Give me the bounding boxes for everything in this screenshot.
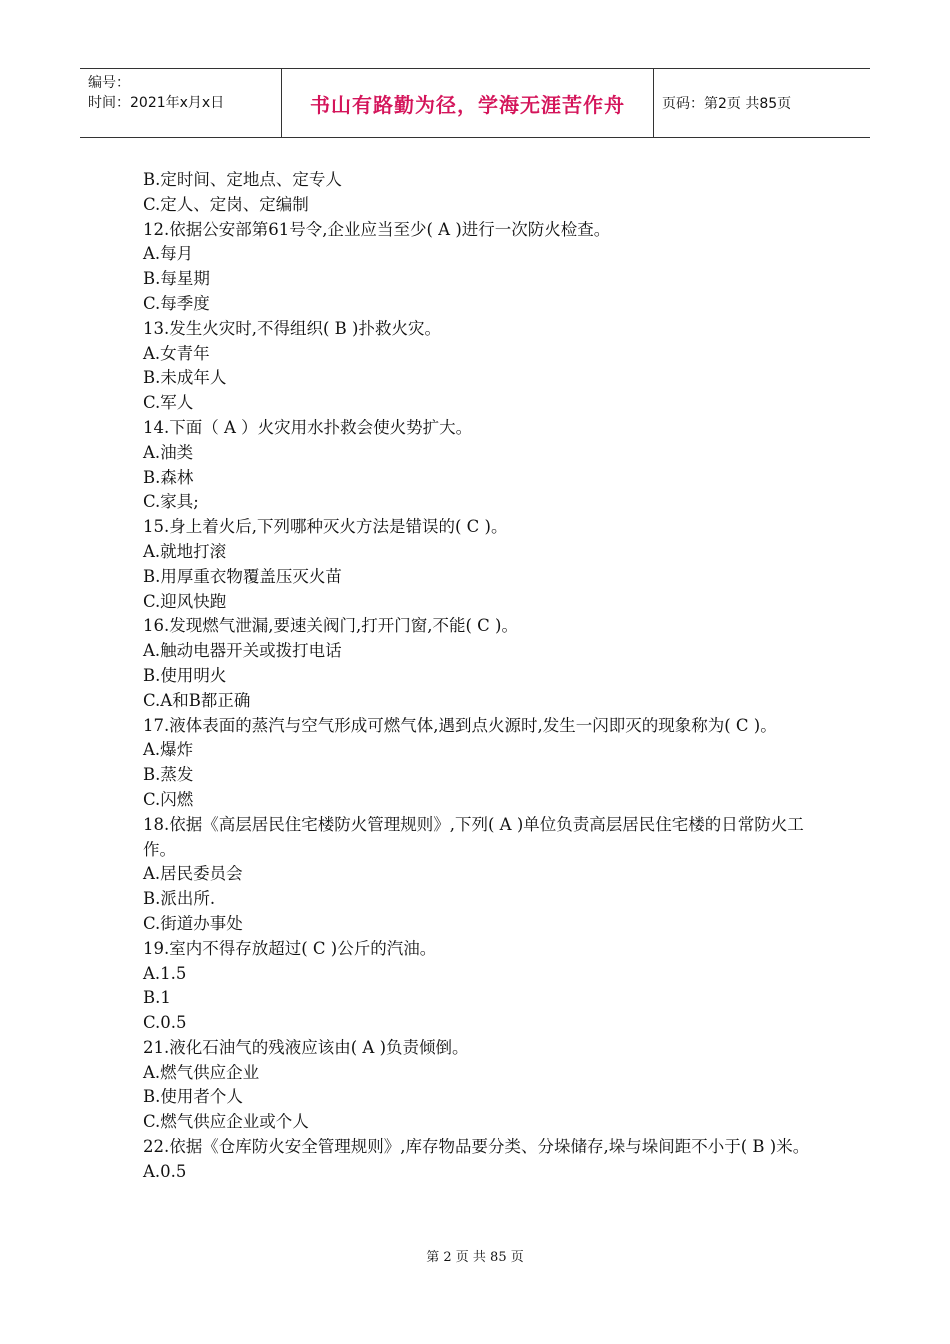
option-line: A.触动电器开关或拨打电话 xyxy=(143,641,342,661)
option-line: B.派出所. xyxy=(143,889,216,909)
option-line: B.使用明火 xyxy=(143,665,227,685)
option-line: A.居民委员会 xyxy=(143,864,243,884)
option-line: B.蒸发 xyxy=(143,765,194,785)
question-line: 19.室内不得存放超过( C )公斤的汽油。 xyxy=(143,938,437,958)
question-line: 12.依据公安部第61号令,企业应当至少( A )进行一次防火检查。 xyxy=(143,219,611,239)
option-line: A.油类 xyxy=(143,442,194,462)
option-line: B.1 xyxy=(143,988,171,1008)
option-line: C.家具; xyxy=(143,492,199,512)
option-line: B.用厚重衣物覆盖压灭火苗 xyxy=(143,566,342,586)
option-line: C.迎风快跑 xyxy=(143,591,227,611)
header-slogan: 书山有路勤为径，学海无涯苦作舟 xyxy=(310,92,625,117)
option-line: B.每星期 xyxy=(143,269,210,289)
option-line: B.未成年人 xyxy=(143,368,227,388)
page-header xyxy=(80,68,870,138)
header-meta xyxy=(80,69,281,137)
text-line: B.定时间、定地点、定专人 xyxy=(143,170,342,189)
option-line: A.0.5 xyxy=(143,1161,187,1181)
document-body xyxy=(143,168,823,1185)
option-line: A.就地打滚 xyxy=(143,541,227,561)
header-page-cell xyxy=(654,69,870,137)
option-line: C.燃气供应企业或个人 xyxy=(143,1112,309,1132)
option-line: B.森林 xyxy=(143,467,194,487)
option-line: A.每月 xyxy=(143,244,194,264)
question-line: 16.发现燃气泄漏,要速关阀门,打开门窗,不能( C )。 xyxy=(143,616,518,636)
question-line: 17.液体表面的蒸汽与空气形成可燃气体,遇到点火源时,发生一闪即灭的现象称为( C )。 xyxy=(143,715,777,735)
question-line: 14.下面（ A ）火灾用水扑救会使火势扩大。 xyxy=(143,417,473,437)
question-line: 22.依据《仓库防火安全管理规则》,库存物品要分类、分垛储存,垛与垛间距不小于( B )米。 xyxy=(143,1137,810,1157)
option-line: C.0.5 xyxy=(143,1013,187,1033)
question-line: 21.液化石油气的残液应该由( A )负责倾倒。 xyxy=(143,1037,469,1057)
option-line: A.燃气供应企业 xyxy=(143,1062,260,1082)
question-line: 15.身上着火后,下列哪种灭火方法是错误的( C )。 xyxy=(143,517,508,537)
document-number: 编号： xyxy=(88,75,130,91)
option-line: C.街道办事处 xyxy=(143,913,243,933)
option-line: A.爆炸 xyxy=(143,740,194,760)
option-line: B.使用者个人 xyxy=(143,1087,243,1107)
option-line: A.女青年 xyxy=(143,343,210,363)
header-page-info: 页码：第2页 共85页 xyxy=(662,96,792,112)
option-line: C.每季度 xyxy=(143,293,210,313)
question-line: 18.依据《高层居民住宅楼防火管理规则》,下列( A )单位负责高层居民住宅楼的日常防火工作。 xyxy=(143,814,804,859)
option-line: C.闪燃 xyxy=(143,789,194,809)
document-date: 时间：2021年x月x日 xyxy=(88,95,225,111)
page-footer: 第 2 页 共 85 页 xyxy=(426,1250,524,1265)
header-slogan-cell xyxy=(281,69,654,137)
text-line: C.定人、定岗、定编制 xyxy=(143,194,309,214)
question-line: 13.发生火灾时,不得组织( B )扑救火灾。 xyxy=(143,318,441,338)
option-line: C.军人 xyxy=(143,393,194,413)
option-line: C.A和B都正确 xyxy=(143,690,251,710)
option-line: A.1.5 xyxy=(143,963,187,983)
